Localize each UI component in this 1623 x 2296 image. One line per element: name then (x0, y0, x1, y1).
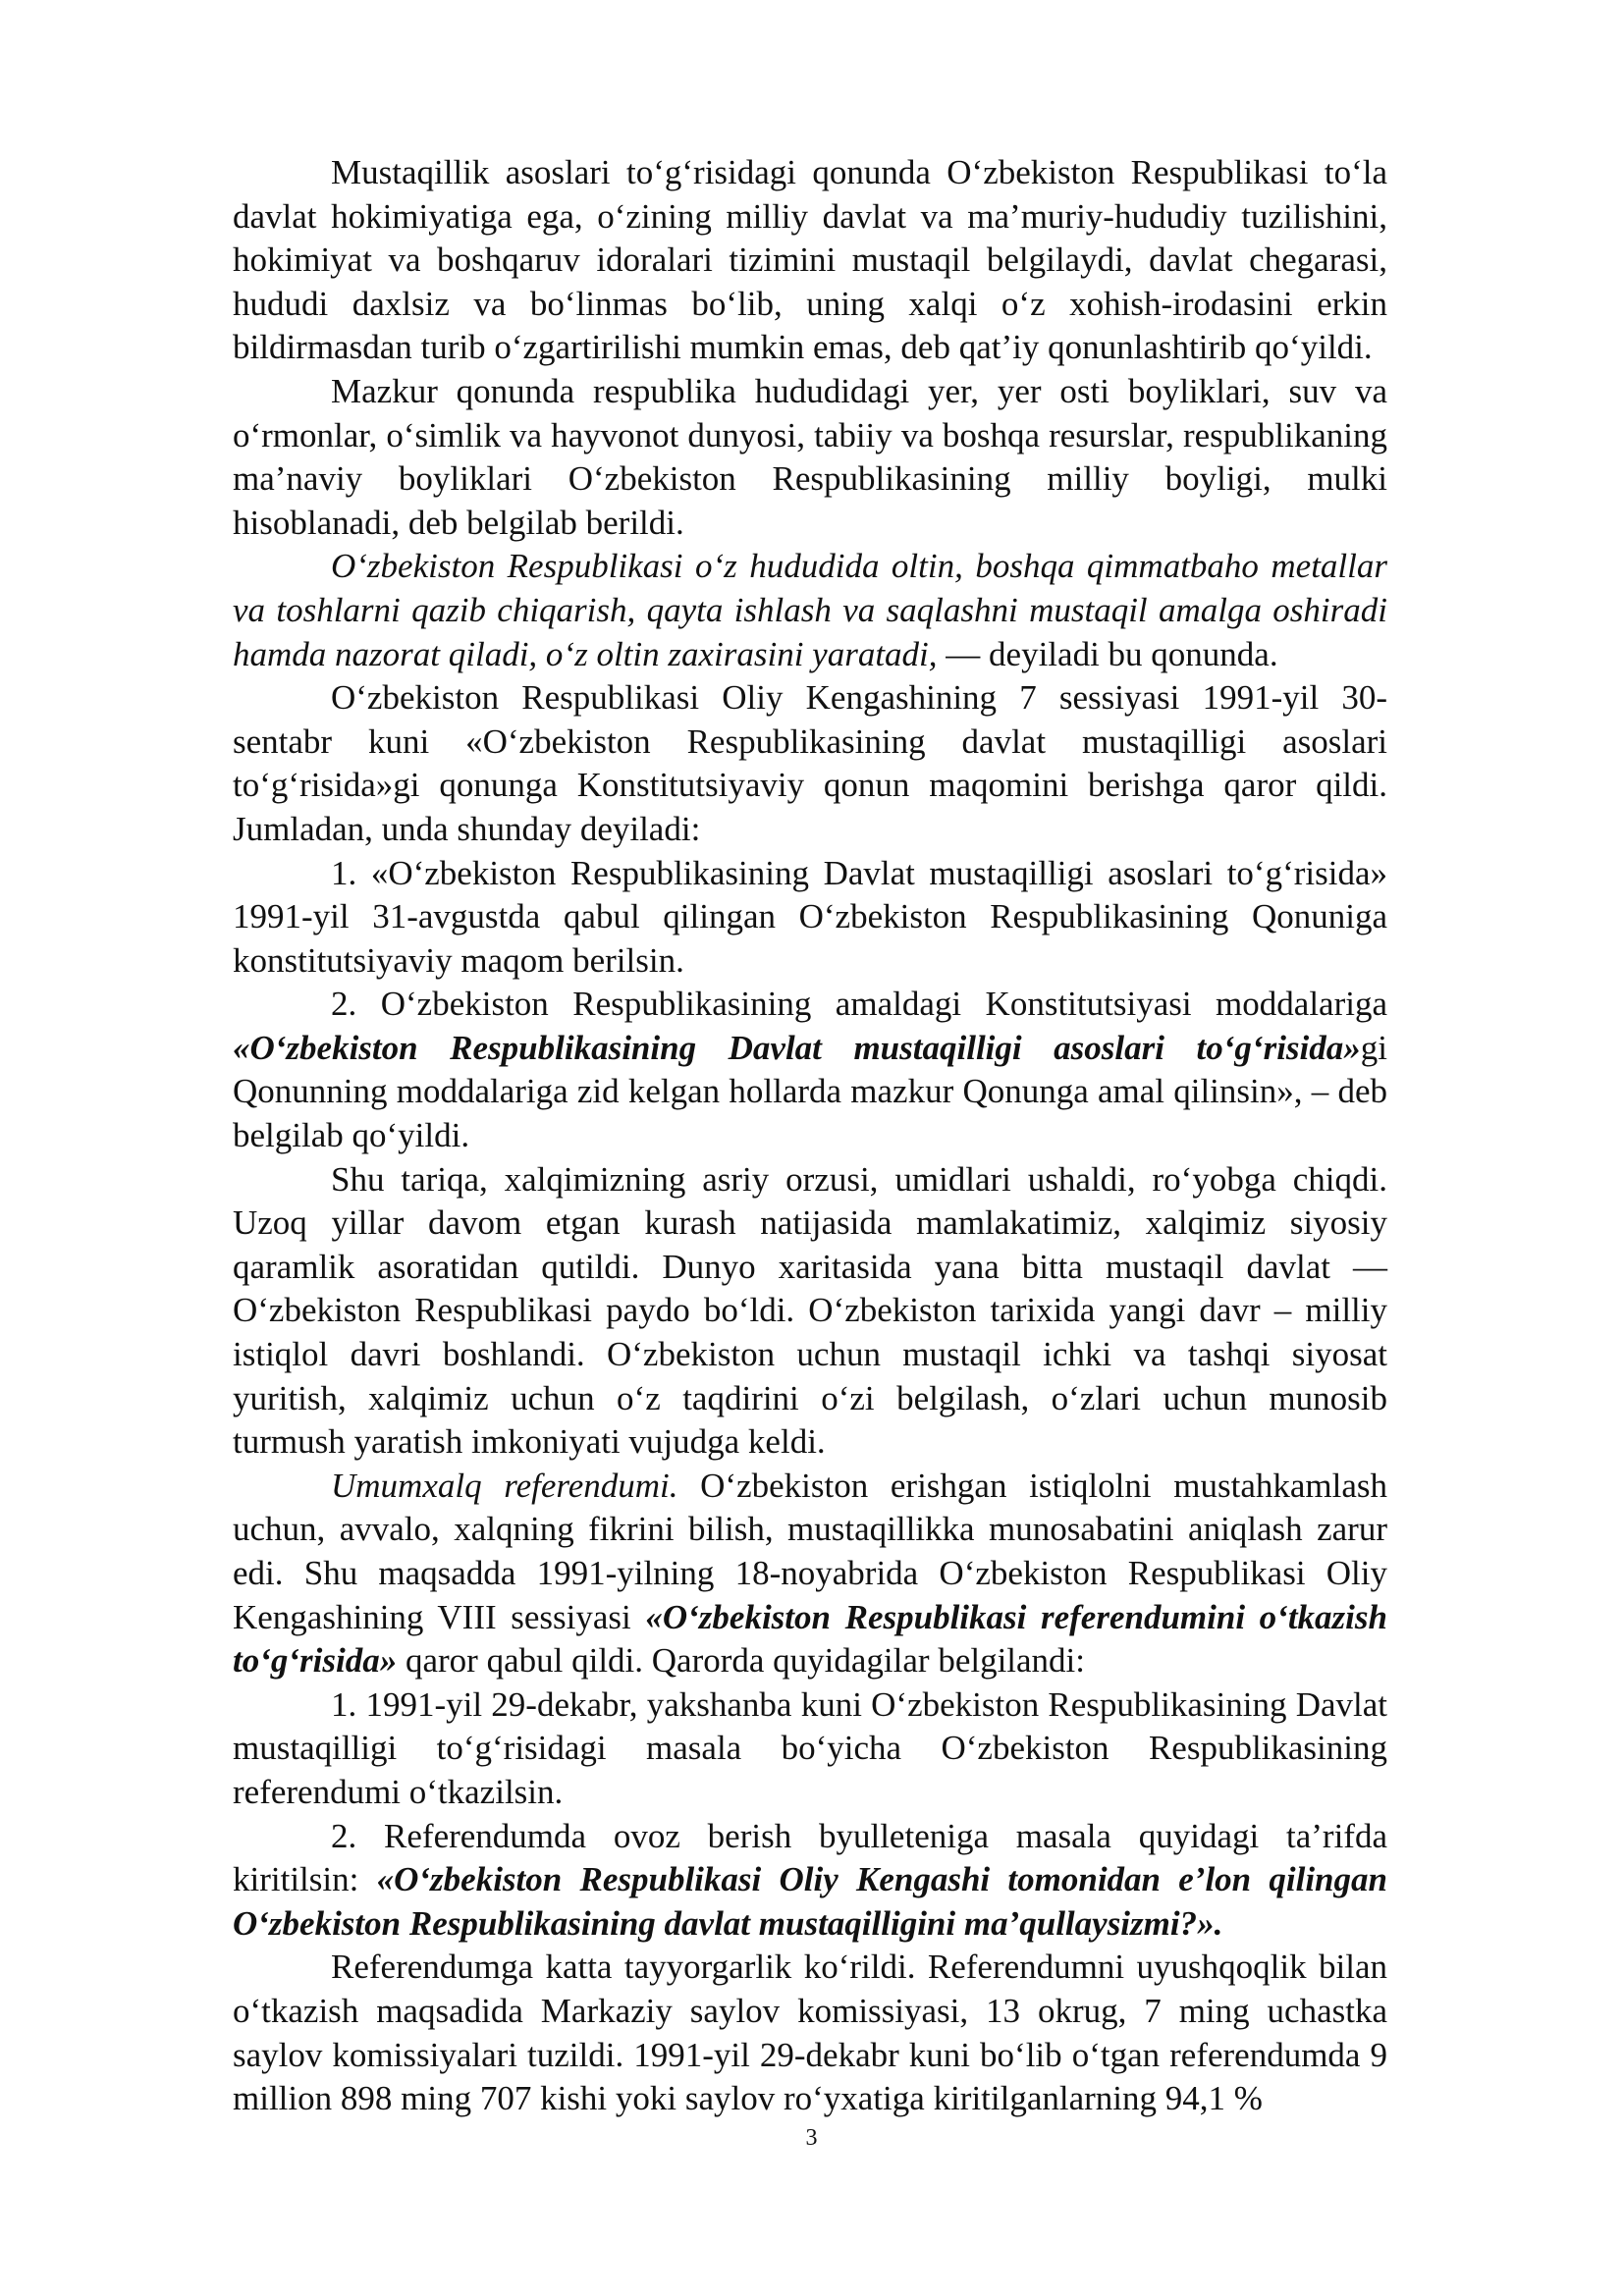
document-page (233, 151, 1387, 2121)
body-text: Referendumga katta tayyorgarlik ko‘rildi. Referendumni uyushqoqlik bilan o‘tkazish maqsadida Markaziy saylov komissiyasi, 13 okrug, 7 ming uchastka saylov komissiyalari tuzildi. 1991-yil 29-dekabr kuni bo‘lib o‘tgan referendumda 9 million 898 ming 707 kishi yoki saylov ro‘yxatiga kiritilganlarning 94,1 % (233, 1948, 1387, 2118)
paragraph (233, 151, 1387, 370)
body-text: 1. «O‘zbekiston Respublikasining Davlat mustaqilligi asoslari to‘g‘risida» 1991-yil 31-avgustda qabul qilingan O‘zbekiston Respublikasining Qonuniga konstitutsiyaviy maqom berilsin. (233, 853, 1387, 980)
paragraph (233, 1946, 1387, 2120)
paragraph (233, 852, 1387, 984)
italic-text: Umumxalq referendumi. (331, 1466, 678, 1505)
paragraph (233, 1815, 1387, 1947)
body-text: gi Qonunning moddalariga zid kelgan hollarda mazkur Qonunga amal qilinsin», – deb belgilab qo‘yildi. (233, 1028, 1387, 1155)
bold-italic-text: «O‘zbekiston Respublikasining Davlat mustaqilligi asoslari to‘g‘risida» (233, 1028, 1361, 1067)
paragraph (233, 1158, 1387, 1465)
body-text: — deyiladi bu qonunda. (937, 634, 1278, 673)
bold-italic-text: «O‘zbekiston Respublikasi Oliy Kengashi tomonidan e’lon qilingan O‘zbekiston Respublikasining davlat mustaqilligini ma’qullaysizmi?». (233, 1860, 1387, 1943)
paragraph (233, 545, 1387, 676)
body-text: O‘zbekiston erishgan istiqlolni mustahkamlash uchun, avvalo, xalqning fikrini bilish, mustaqillikka munosabatini aniqlash zarur edi. Shu maqsadda 1991-yilning 18-noyabrida O‘zbekiston Respublikasi Oliy Kengashining VIII sessiyasi (233, 1466, 1387, 1636)
paragraph (233, 370, 1387, 545)
body-text: 2. O‘zbekiston Respublikasining amaldagi Konstitutsiyasi moddalariga (331, 985, 1387, 1024)
body-text: Mazkur qonunda respublika hududidagi yer, yer osti boyliklari, suv va o‘rmonlar, o‘simlik va hayvonot dunyosi, tabiiy va boshqa resurslar, respublikaning ma’naviy boyliklari O‘zbekiston Respublikasining milliy boyligi, mulki hisoblanadi, deb belgilab berildi. (233, 371, 1387, 542)
bold-italic-text: «O‘zbekiston Respublikasi referendumini o‘tkazish to‘g‘risida» (233, 1597, 1387, 1681)
paragraph (233, 983, 1387, 1157)
page-number: 3 (805, 2125, 818, 2151)
body-text: O‘zbekiston Respublikasi Oliy Kengashining 7 sessiyasi 1991-yil 30-sentabr kuni «O‘zbekiston Respublikasining davlat mustaqilligi asoslari to‘g‘risida»gi qonunga Konstitutsiyaviy qonun maqomini berishga qaror qildi. Jumladan, unda shunday deyiladi: (233, 678, 1387, 848)
paragraph (233, 1465, 1387, 1683)
body-text: 1. 1991-yil 29-dekabr, yakshanba kuni O‘zbekiston Respublikasining Davlat mustaqilligi to‘g‘risidagi masala bo‘yicha O‘zbekiston Respublikasining referendumi o‘tkazilsin. (233, 1684, 1387, 1811)
body-text: qaror qabul qildi. Qarorda quyidagilar belgilandi: (397, 1641, 1086, 1681)
paragraph (233, 676, 1387, 851)
paragraph (233, 1683, 1387, 1815)
body-text: Shu tariqa, xalqimizning asriy orzusi, umidlari ushaldi, ro‘yobga chiqdi. Uzoq yillar davom etgan kurash natijasida mamlakatimiz, xalqimiz siyosiy qaramlik asoratidan qutildi. Dunyo xaritasida yana bitta mustaqil davlat — O‘zbekiston Respublikasi paydo bo‘ldi. O‘zbekiston tarixida yangi davr – milliy istiqlol davri boshlandi. O‘zbekiston uchun mustaqil ichki va tashqi siyosat yuritish, xalqimiz uchun o‘z taqdirini o‘zi belgilash, o‘zlari uchun munosib turmush yaratish imkoniyati vujudga keldi. (233, 1159, 1387, 1462)
body-text: 2. Referendumda ovoz berish byulleteniga masala quyidagi ta’rifda kiritilsin: (233, 1816, 1387, 1899)
body-text: Mustaqillik asoslari to‘g‘risidagi qonunda O‘zbekiston Respublikasi to‘la davlat hokimiyatiga ega, o‘zining milliy davlat va ma’muriy-hududiy tuzilishini, hokimiyat va boshqaruv idoralari tizimini mustaqil belgilaydi, davlat chegarasi, hududi daxlsiz va bo‘linmas bo‘lib, uning xalqi o‘z xohish-irodasini erkin bildirmasdan turib o‘zgartirilishi mumkin emas, deb qat’iy qonunlashtirib qo‘yildi. (233, 153, 1387, 367)
italic-text: O‘zbekiston Respublikasi o‘z hududida oltin, boshqa qimmatbaho metallar va toshlarni qazib chiqarish, qayta ishlash va saqlashni mustaqil amalga oshiradi hamda nazorat qiladi, o‘z oltin zaxirasini yaratadi, (233, 547, 1387, 673)
